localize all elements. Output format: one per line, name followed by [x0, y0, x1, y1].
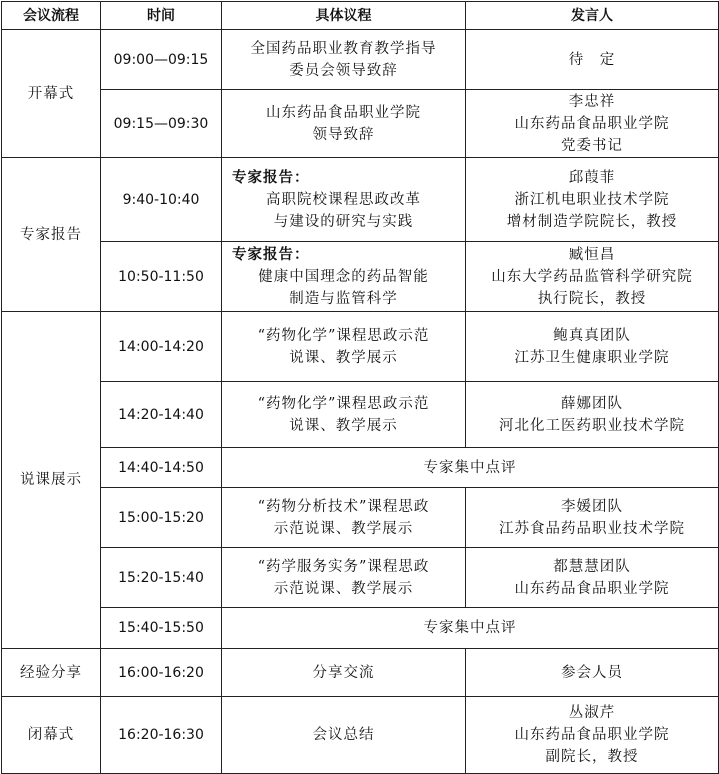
- agenda-line: 健康中国理念的药品智能: [258, 268, 429, 285]
- speaker-line: 李忠祥: [568, 93, 616, 110]
- table-row: [2, 30, 719, 90]
- speaker-line: 山东大学药品监管科学研究院: [491, 268, 693, 285]
- speaker-cell: [466, 548, 719, 608]
- speaker-line: 李媛团队: [561, 498, 623, 515]
- speaker-line: 执行院长，教授: [537, 290, 647, 307]
- agenda-line: 制造与监管科学: [289, 290, 398, 307]
- speaker-cell: [466, 649, 719, 697]
- agenda-cell: [222, 488, 466, 548]
- time-cell: 14:20-14:40: [101, 382, 222, 448]
- table-row: [2, 242, 719, 312]
- time-cell: 09:15—09:30: [101, 90, 222, 158]
- speaker-line: 党委书记: [561, 137, 623, 154]
- section-expert: 专家报告: [2, 158, 101, 312]
- speaker-cell: [466, 697, 719, 774]
- agenda-line: 委员会领导致辞: [289, 62, 398, 79]
- table-row: [2, 697, 719, 774]
- speaker-cell: [466, 382, 719, 448]
- speaker-line: 鲍真真团队: [553, 327, 631, 344]
- time-cell: 16:20-16:30: [101, 697, 222, 774]
- agenda-line: 山东药品食品职业学院: [266, 104, 421, 121]
- agenda-cell: [222, 548, 466, 608]
- table-row: [2, 548, 719, 608]
- table-row: [2, 649, 719, 697]
- speaker-line: 丛淑芹: [568, 705, 616, 721]
- speaker-line: 山东药品食品职业学院: [514, 580, 670, 597]
- agenda-cell: [222, 30, 466, 90]
- agenda-line: 全国药品职业教育教学指导: [250, 40, 437, 57]
- agenda-cell: [222, 90, 466, 158]
- time-cell: 15:40-15:50: [101, 608, 222, 649]
- agenda-cell: [222, 158, 466, 242]
- agenda-cell: [222, 242, 466, 312]
- agenda-line: 示范说课、教学展示: [273, 520, 414, 537]
- header-speaker: 发言人: [466, 2, 719, 30]
- header-row: [2, 2, 719, 30]
- agenda-line: 说课、教学展示: [289, 349, 398, 366]
- header-time: 时间: [101, 2, 222, 30]
- table-row: [2, 382, 719, 448]
- agenda-table: [1, 1, 719, 774]
- agenda-line: 说课、教学展示: [289, 417, 398, 434]
- time-cell: 10:50-11:50: [101, 242, 222, 312]
- agenda-line: 分享交流: [312, 664, 375, 681]
- time-cell: 16:00-16:20: [101, 649, 222, 697]
- speaker-line: 河北化工医药职业技术学院: [499, 417, 685, 434]
- time-cell: 15:00-15:20: [101, 488, 222, 548]
- agenda-line: 高职院校课程思政改革: [266, 191, 421, 208]
- expert-review-cell: 专家集中点评: [222, 608, 719, 649]
- speaker-line: 增材制造学院院长，教授: [506, 213, 678, 230]
- agenda-line: “药物化学”课程思政示范: [257, 327, 430, 344]
- speaker-line: 副院长，教授: [545, 749, 639, 765]
- agenda-label: 专家报告：: [232, 245, 310, 263]
- time-cell: 14:00-14:20: [101, 312, 222, 382]
- time-cell: 15:20-15:40: [101, 548, 222, 608]
- agenda-cell: [222, 697, 466, 774]
- agenda-line: 与建设的研究与实践: [273, 213, 414, 230]
- agenda-line: “药物化学”课程思政示范: [257, 395, 430, 412]
- section-demo: 说课展示: [2, 312, 101, 649]
- time-cell: 9:40-10:40: [101, 158, 222, 242]
- speaker-cell: [466, 158, 719, 242]
- agenda-line: 领导致辞: [312, 126, 375, 143]
- header-agenda: 具体议程: [222, 2, 466, 30]
- speaker-cell: [466, 30, 719, 90]
- speaker-line: 薛娜团队: [561, 395, 623, 412]
- speaker-line: 江苏卫生健康职业学院: [514, 349, 670, 366]
- section-share: 经验分享: [2, 649, 101, 697]
- time-cell: 14:40-14:50: [101, 448, 222, 488]
- speaker-line: 山东药品食品职业学院: [514, 115, 670, 132]
- speaker-line: 都慧慧团队: [553, 558, 631, 575]
- speaker-line: 邱葭菲: [568, 169, 616, 186]
- agenda-line: 会议总结: [312, 727, 375, 743]
- agenda-cell: [222, 649, 466, 697]
- speaker-line: 江苏食品药品职业技术学院: [499, 520, 685, 537]
- agenda-line: “药物分析技术”课程思政: [257, 498, 430, 515]
- table-row: [2, 158, 719, 242]
- speaker-cell: [466, 488, 719, 548]
- speaker-line: 山东药品食品职业学院: [514, 727, 670, 743]
- time-cell: 09:00—09:15: [101, 30, 222, 90]
- speaker-line: 参会人员: [561, 664, 623, 681]
- agenda-line: 示范说课、教学展示: [273, 580, 414, 597]
- speaker-cell: [466, 242, 719, 312]
- speaker-cell: [466, 90, 719, 158]
- speaker-line: 浙江机电职业技术学院: [514, 191, 670, 208]
- section-opening: 开幕式: [2, 30, 101, 158]
- table-row: [2, 488, 719, 548]
- speaker-cell: [466, 312, 719, 382]
- table-row: [2, 608, 719, 649]
- agenda-cell: [222, 382, 466, 448]
- speaker-line: 臧恒昌: [568, 246, 616, 263]
- speaker-line: 待 定: [568, 51, 616, 68]
- table-row: [2, 90, 719, 158]
- header-flow: 会议流程: [2, 2, 101, 30]
- agenda-label: 专家报告：: [232, 168, 310, 186]
- table-row: [2, 448, 719, 488]
- expert-review-cell: 专家集中点评: [222, 448, 719, 488]
- table-row: [2, 312, 719, 382]
- section-closing: 闭幕式: [2, 697, 101, 774]
- agenda-line: “药学服务实务”课程思政: [257, 558, 430, 575]
- agenda-cell: [222, 312, 466, 382]
